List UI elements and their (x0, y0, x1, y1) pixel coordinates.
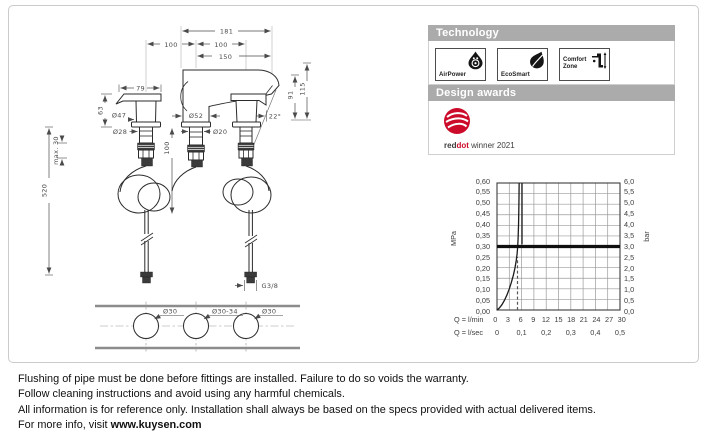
eco-leaf-drop-icon (529, 51, 545, 75)
design-awards-header: Design awards (428, 85, 675, 101)
lmin-tick-label: 24 (592, 315, 601, 324)
footer-website-link[interactable]: www.kuysen.com (110, 419, 202, 432)
dim-supply-thread (235, 280, 278, 291)
dim-total-width (183, 28, 271, 36)
dim-79-label: 79 (136, 84, 145, 93)
dim-181-label: 181 (219, 27, 234, 36)
award-word-dot: dot (456, 141, 469, 150)
dim-63-label: 63 (96, 106, 105, 115)
reddot-logo-icon (444, 108, 470, 139)
badge-airpower-label: AirPower (439, 72, 467, 78)
bar-tick-label: 2,5 (624, 252, 635, 262)
bar-tick-label: 5,0 (624, 198, 635, 208)
technology-box (428, 41, 675, 85)
lsec-axis-caption: Q = l/sec (454, 328, 483, 337)
lmin-tick-label: 15 (554, 315, 563, 324)
mpa-tick-label: 0,20 (475, 263, 490, 273)
lmin-tick-label: 21 (579, 315, 588, 324)
faucet-height-icon (590, 51, 607, 75)
lsec-tick-label: 0,4 (590, 328, 601, 337)
bar-tick-label: 1,0 (624, 285, 635, 295)
mpa-tick-label: 0,05 (475, 296, 490, 306)
mpa-tick-label: 0,45 (475, 209, 490, 219)
bar-tick-label: 1,5 (624, 274, 635, 284)
dim-right-spacing (198, 41, 245, 49)
dim-o47-label: Ø47 (111, 111, 127, 120)
plan-hole-right-label: Ø30 (262, 307, 277, 316)
dim-left-spacing (148, 41, 195, 49)
lsec-tick-label: 0 (494, 328, 500, 337)
lsec-tick-label: 0,1 (516, 328, 527, 337)
dim-below-deck (163, 129, 172, 214)
plan-hole-left-label: Ø30 (163, 307, 178, 316)
dim-spout-reach (198, 53, 271, 61)
right-handle (231, 94, 266, 166)
mpa-tick-label: 0,15 (475, 274, 490, 284)
design-awards-box (428, 101, 675, 155)
dim-100-below-label: 100 (163, 141, 171, 155)
lmin-tick-label: 9 (531, 315, 536, 324)
supply-hoses (118, 166, 271, 283)
technology-header: Technology (428, 25, 675, 41)
lmin-axis-ticks (489, 315, 628, 324)
lsec-tick-label: 0,2 (541, 328, 552, 337)
bar-tick-label: 4,0 (624, 220, 635, 229)
badge-comfortzone (559, 48, 610, 81)
lmin-tick-label: 12 (541, 315, 550, 324)
dim-91-label: 91 (286, 90, 295, 100)
bar-tick-label: 4,5 (624, 209, 635, 219)
air-drop-icon (468, 51, 483, 75)
dim-handle-base-dia (112, 112, 134, 120)
dim-g38-label: G3/8 (261, 282, 279, 290)
dim-150-label: 150 (218, 52, 233, 61)
bar-tick-label: 2,0 (624, 263, 635, 273)
bar-axis-label: bar (641, 231, 651, 242)
bar-tick-label: 3,0 (624, 241, 635, 251)
footer-line-3: All information is for reference only. Installation shall always be based on the specs provided with actual delivered items. (18, 403, 596, 416)
mpa-tick-label: 0,55 (475, 187, 490, 197)
mpa-tick-label: 0,35 (475, 230, 490, 240)
dim-o20-label: Ø20 (213, 127, 228, 136)
dim-max-mounting (52, 136, 67, 165)
bar-tick-label: 0,0 (624, 307, 635, 316)
technical-drawing (20, 18, 340, 358)
lmin-tick-label: 30 (617, 315, 626, 324)
dim-100-left-label: 100 (164, 40, 178, 49)
footer-line-4-prefix: For more info, visit (18, 419, 111, 432)
dim-100-right-label: 100 (214, 40, 228, 49)
bar-tick-label: 3,5 (624, 230, 635, 240)
dim-spray-angle (256, 111, 281, 122)
bar-tick-label: 0,5 (624, 296, 635, 306)
dim-max30-label: max. 30 (52, 136, 60, 165)
bar-axis-ticks (624, 178, 650, 316)
mpa-tick-label: 0,60 (475, 176, 490, 186)
lmin-tick-label: 0 (493, 315, 498, 324)
mpa-tick-label: 0,30 (475, 241, 490, 251)
footer-line-2: Follow cleaning instructions and avoid using any harmful chemicals. (18, 388, 345, 401)
dim-spout-base-dia (172, 112, 220, 121)
dim-connector-dia (181, 128, 227, 136)
plan-view (95, 302, 300, 352)
lmin-tick-label: 6 (518, 315, 523, 324)
reddot-award-text (444, 141, 515, 150)
lmin-axis-caption: Q = l/min (454, 315, 484, 324)
mpa-axis-label: MPa (449, 230, 459, 247)
dim-handle-height (97, 94, 113, 127)
lmin-tick-label: 18 (567, 315, 576, 324)
footer-line-4 (18, 418, 706, 433)
footer-line-1: Flushing of pipe must be done before fittings are installed. Failure to do so voids the warranty. (18, 373, 469, 385)
badge-ecosmart-label: EcoSmart (501, 72, 530, 78)
dim-o52-label: Ø52 (188, 112, 204, 121)
dim-22deg-label: 22° (268, 112, 282, 121)
plan-hole-center-label: Ø30-34 (212, 307, 238, 316)
mpa-tick-label: 0,40 (475, 220, 490, 229)
footer-notes (18, 372, 706, 434)
dim-115-label: 115 (298, 82, 307, 96)
mpa-tick-label: 0,10 (475, 285, 490, 295)
lsec-tick-label: 0,5 (614, 328, 626, 337)
bar-tick-label: 5,5 (624, 187, 635, 197)
dim-left-shaft-dia (113, 128, 138, 136)
lsec-tick-label: 0,3 (565, 328, 576, 337)
dim-spout-height (287, 75, 300, 119)
mpa-tick-label: 0,50 (475, 198, 490, 208)
bar-tick-label: 6,0 (624, 176, 635, 186)
lmin-tick-label: 3 (505, 315, 510, 324)
badge-airpower (435, 48, 486, 81)
badge-ecosmart (497, 48, 548, 81)
dim-520-label: 520 (40, 183, 49, 198)
award-word-red: red (444, 141, 457, 150)
award-rest: winner 2021 (468, 141, 515, 150)
mpa-tick-label: 0,25 (475, 252, 490, 262)
mpa-axis-ticks (460, 178, 490, 316)
lsec-axis-ticks (489, 328, 628, 337)
badge-comfortzone-label: Comfort Zone (563, 57, 587, 70)
mpa-tick-label: 0,00 (475, 307, 490, 316)
dim-handle-length (119, 85, 161, 93)
dim-o28-label: Ø28 (112, 127, 128, 136)
lmin-tick-label: 27 (605, 315, 614, 324)
